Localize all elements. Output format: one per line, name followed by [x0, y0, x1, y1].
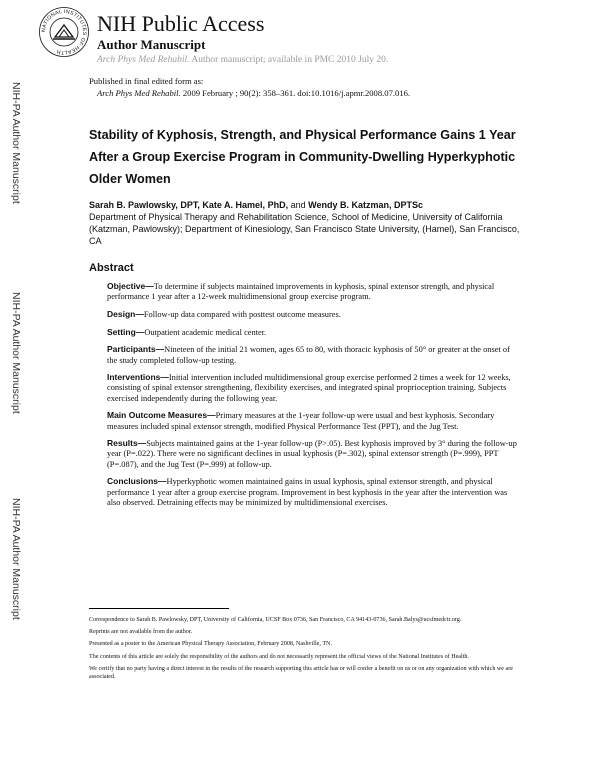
results-text: Subjects maintained gains at the 1-year follow-up (P>.05). Best kyphosis improved by 3° during the follow-up year (P=.022). There were no significant declines in usual kyphosis (P=.302), spinal extensor strength (P=.999), PPT (P=.087), and the Jug Test (P=.999) at follow-up.: [107, 439, 517, 469]
abstract-conclusions: [107, 476, 517, 508]
design-label: Design—: [107, 308, 144, 319]
abstract-interventions: [107, 372, 517, 404]
abstract-setting: [107, 327, 517, 338]
design-text: Follow-up data compared with posttest outcome measures.: [143, 309, 341, 319]
abstract-outcomes: [107, 410, 517, 431]
footnote-presented: Presented as a poster to the American Physical Therapy Association, February 2008, Nashville, TN.: [89, 641, 332, 648]
footnote-conflict: We certify that no party having a direct interest in the results of the research supporting this article has or will confer a benefit on us or on any organization with which we are associated.: [89, 665, 513, 681]
abstract-heading: Abstract: [89, 262, 134, 274]
results-label: Results—: [107, 438, 147, 449]
footnote-disclaimer: The contents of this article are solely the responsibility of the authors and do not necessarily represent the official views of the National Institutes of Health.: [89, 653, 469, 660]
footnotes: [89, 616, 519, 685]
interventions-label: Interventions—: [107, 372, 169, 383]
abstract-body: [107, 281, 517, 514]
affiliation: Department of Physical Therapy and Rehabilitation Science, School of Medicine, University of California (Katzman, Pawlowsky); Department of Kinesiology, San Francisco State University, (Hamel), San Francisco, CA: [89, 212, 520, 246]
footnote-reprints: Reprints are not available from the author.: [89, 629, 193, 636]
citation-line: [97, 88, 410, 98]
objective-label: Objective—: [107, 281, 154, 291]
abstract-objective: [107, 281, 517, 302]
side-label-bottom: NIH-PA Author Manuscript: [10, 498, 22, 620]
outcomes-text: Primary measures at the 1-year follow-up were usual and best kyphosis. Secondary measures included spinal extensor strength, modified Physical Performance Test (PPT), and the Jug Test.: [107, 411, 495, 431]
abstract-results: [107, 438, 517, 470]
logo-text: NATIONAL INSTITUTES OF HEALTH: [40, 8, 88, 56]
citation-journal: Arch Phys Med Rehabil.: [97, 88, 181, 98]
abstract-participants: [107, 344, 517, 365]
author-last: Wendy B. Katzman, DPTSc: [308, 200, 423, 210]
side-label-top: NIH-PA Author Manuscript: [10, 82, 22, 204]
abstract-design: [107, 309, 517, 320]
outcomes-label: Main Outcome Measures—: [107, 410, 216, 421]
side-label-middle: NIH-PA Author Manuscript: [10, 292, 22, 414]
participants-text: Nineteen of the initial 21 women, ages 65 to 80, with thoracic kyphosis of 50° or greater at the onset of the study completed follow-up testing.: [107, 345, 510, 365]
footnote-divider: [89, 608, 229, 609]
availability-text: Author manuscript; available in PMC 2010 July 20.: [191, 55, 389, 65]
objective-text: To determine if subjects maintained improvements in kyphosis, spinal extensor strength, and physical performance 1 year after a 12-week multidimensional group exercise program.: [107, 282, 495, 302]
author-manuscript-label: Author Manuscript: [97, 37, 206, 52]
setting-text: Outpatient academic medical center.: [144, 327, 267, 337]
svg-text:NATIONAL INSTITUTES OF HEALTH: [41, 9, 87, 55]
article-title: Stability of Kyphosis, Strength, and Physical Performance Gains 1 Year After a Group Exercise Program in Community-Dwelling Hyperkyphotic Older Women: [89, 128, 516, 186]
authors-and: and: [288, 200, 309, 210]
availability-line: [97, 55, 388, 66]
availability-journal: Arch Phys Med Rehabil.: [97, 55, 190, 65]
author-names: Sarah B. Pawlowsky, DPT, Kate A. Hamel, PhD,: [89, 200, 289, 210]
nih-public-access-title: NIH Public Access: [97, 11, 265, 36]
footnote-correspondence: Correspondence to Sarah B. Pawlowsky, DPT, University of California, UCSF Box 0736, San Francisco, CA 94143-0736, Sarah.Balys@ucsfmedctr.org.: [89, 617, 462, 623]
authors-block: [89, 199, 529, 247]
conclusions-text: Hyperkyphotic women maintained gains in usual kyphosis, spinal extensor strength, and physical performance 1 year after a group exercise program. Improvement in best kyphosis in the year after the intervention was also observed. Detraining effects may be minimized by multidimensional exercises.: [107, 477, 508, 507]
nih-logo: [38, 6, 90, 58]
published-label: Published in final edited form as:: [89, 76, 204, 86]
conclusions-label: Conclusions—: [107, 476, 167, 487]
participants-label: Participants—: [107, 344, 165, 355]
interventions-text: Initial intervention included multidimensional group exercise performed 2 times a week for 12 weeks, consisting of spinal extensor strengthening, flexibility exercises, and integrated spinal proprioception training. Subjects exercised independently during the following year.: [107, 373, 511, 403]
citation-details: 2009 February ; 90(2): 358–361. doi:10.1016/j.apmr.2008.07.016.: [182, 88, 411, 98]
setting-label: Setting—: [107, 326, 145, 337]
